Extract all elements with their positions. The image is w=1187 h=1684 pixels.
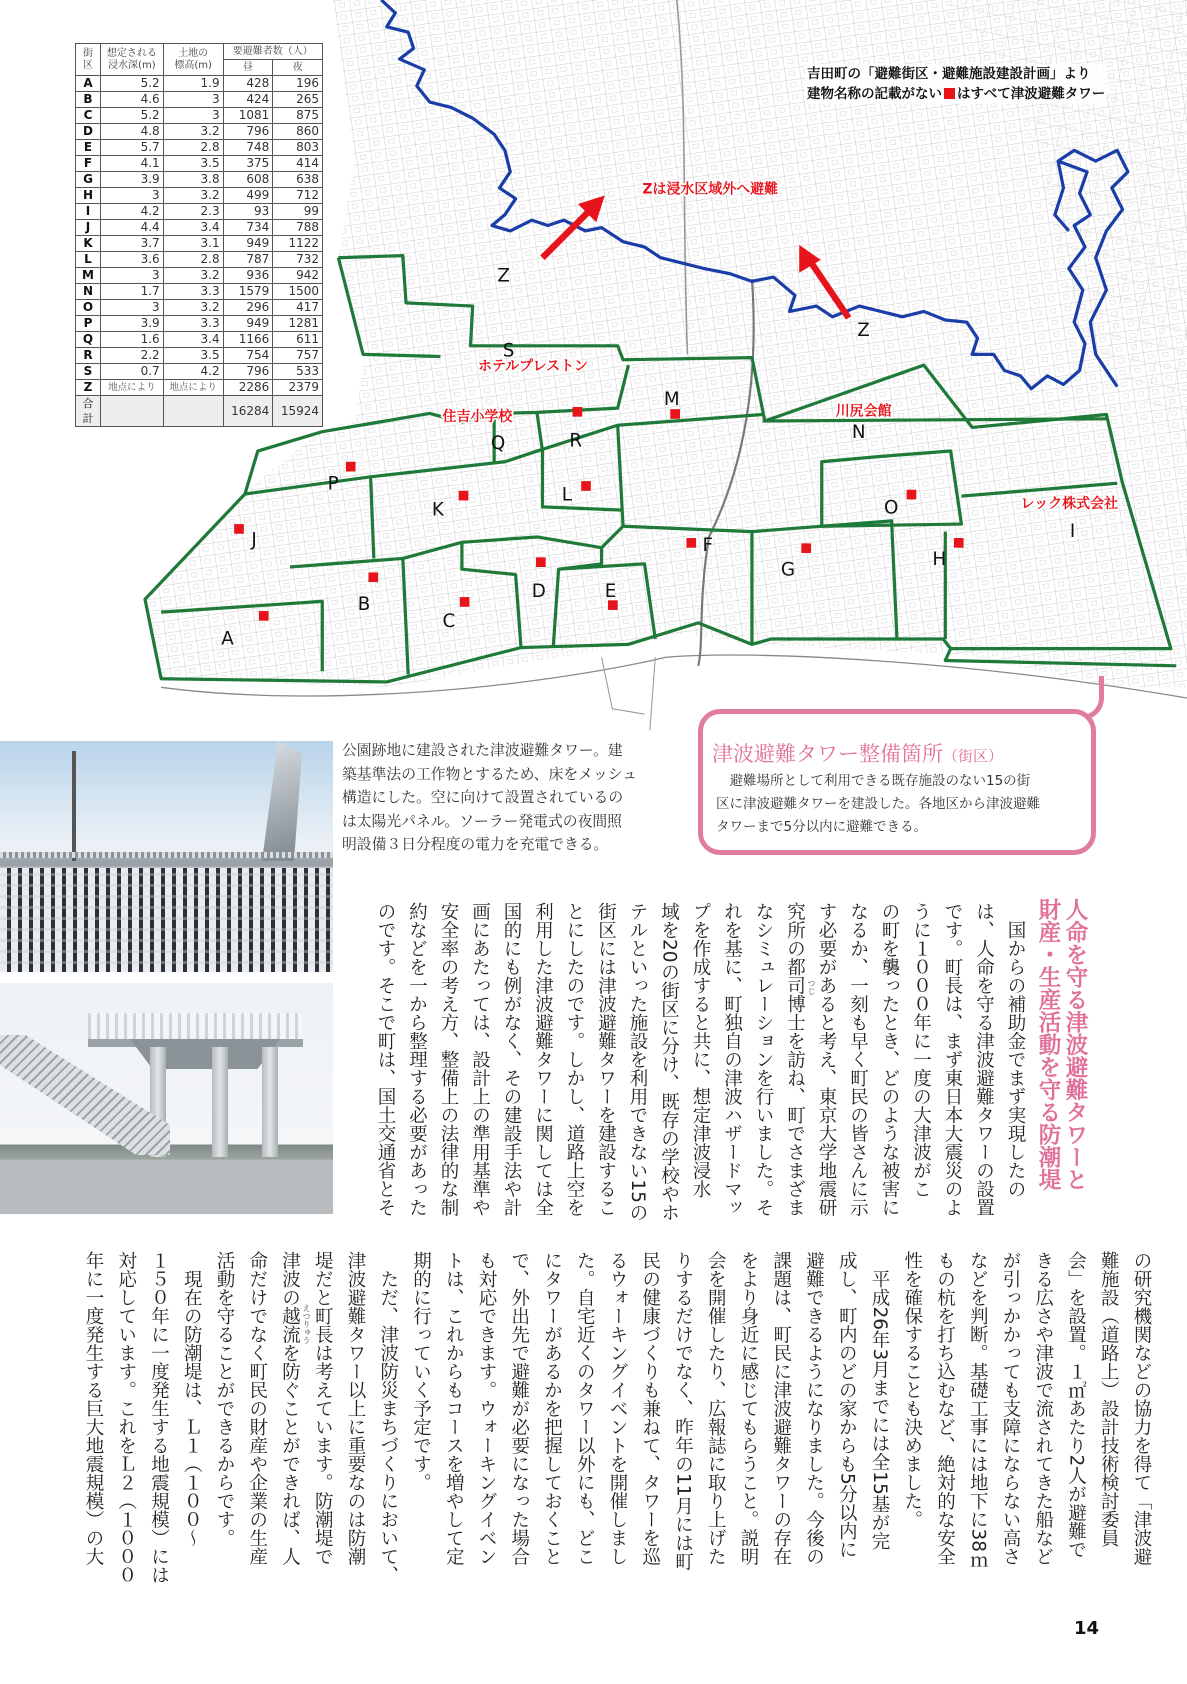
text-column: た。自宅近くのタワー以外にも、どこ — [574, 1251, 596, 1566]
elevation-cell: 2.8 — [163, 252, 223, 268]
map-legend-note — [805, 64, 1107, 104]
elevation-cell: 地点により — [163, 380, 223, 396]
elevation-cell: 4.2 — [163, 364, 223, 380]
infobox-line: タワーまで5分以内に避難できる。 — [716, 819, 928, 835]
text-column: の町を襲ったとき、どのような被害に — [879, 902, 900, 1217]
elevation-cell: 3.5 — [163, 156, 223, 172]
text-column: 国からの補助金でまず実現したの — [1005, 902, 1026, 1198]
table-row — [76, 140, 323, 156]
depth-cell: 3 — [101, 300, 164, 316]
col-elevation: 土地の 標高(m) — [163, 44, 223, 76]
district-label: R — [569, 430, 583, 452]
table-row — [76, 348, 323, 364]
text-column: は、人命を守る津波避難タワーの設置 — [973, 902, 995, 1217]
table-row — [76, 268, 323, 284]
day-cell: 734 — [223, 220, 273, 236]
district-label: O — [884, 497, 899, 519]
empty-cell — [163, 396, 223, 427]
depth-cell: 5.2 — [101, 76, 164, 92]
district-cell: D — [76, 124, 101, 140]
table-row — [76, 236, 323, 252]
elevation-cell: 3.5 — [163, 348, 223, 364]
day-cell: 748 — [223, 140, 273, 156]
text-column: 成し、町内のどの家からも5分以内に — [836, 1251, 858, 1559]
elevation-cell: 3.8 — [163, 172, 223, 188]
day-cell: 949 — [223, 236, 273, 252]
elevation-cell: 2.8 — [163, 140, 223, 156]
day-cell: 1579 — [223, 284, 273, 300]
district-cell: N — [76, 284, 101, 300]
text-column: 民の健康づくりも兼ねて、タワーを巡 — [639, 1251, 661, 1566]
facility-label: レック株式会社 — [1020, 495, 1119, 512]
table-row — [76, 76, 323, 92]
heading-line: 財産・生産活動を守る防潮堤 — [1035, 898, 1061, 1191]
text-column: トは、これからもコースを増やして定 — [443, 1251, 465, 1566]
legend-marker-line — [807, 84, 1105, 104]
text-column: りするだけでなく、昨年の11月には町 — [672, 1251, 694, 1571]
table-row — [76, 332, 323, 348]
text-column: にタワーがあるかを把握しておくこと — [541, 1251, 563, 1566]
day-cell: 754 — [223, 348, 273, 364]
text-column: 現在の防潮堤は、Ｌ１（１００〜 — [181, 1251, 203, 1547]
night-cell: 265 — [273, 92, 323, 108]
night-cell: 2379 — [273, 380, 323, 396]
text-column: です。町長は、まず東日本大震災のよ — [942, 902, 963, 1217]
text-column: 約などを一から整理する必要があった — [406, 902, 428, 1217]
night-cell: 757 — [273, 348, 323, 364]
night-cell: 712 — [273, 188, 323, 204]
day-cell: 787 — [223, 252, 273, 268]
night-cell: 414 — [273, 156, 323, 172]
elevation-cell: 2.3 — [163, 204, 223, 220]
day-cell: 428 — [223, 76, 273, 92]
night-cell: 196 — [273, 76, 323, 92]
table-row — [76, 156, 323, 172]
depth-cell: 4.2 — [101, 204, 164, 220]
district-cell: B — [76, 92, 101, 108]
day-cell: 499 — [223, 188, 273, 204]
district-cell: R — [76, 348, 101, 364]
text-column: 画にあたっては、設計上の準用基準や — [469, 902, 491, 1217]
day-cell: 936 — [223, 268, 273, 284]
night-cell: 860 — [273, 124, 323, 140]
text-column: なるか、一刻も早く町民の皆さんに示 — [847, 902, 869, 1217]
night-cell: 99 — [273, 204, 323, 220]
evacuee-table — [75, 43, 323, 427]
district-cell: O — [76, 300, 101, 316]
text-column: うに１０００年に一度の大津波がこ — [910, 902, 932, 1198]
total-cell: 16284 — [223, 396, 273, 427]
table-row — [76, 300, 323, 316]
furigana: つじ — [807, 979, 816, 995]
district-label: P — [327, 473, 339, 495]
solar-panel — [262, 741, 302, 861]
depth-cell: 4.4 — [101, 220, 164, 236]
heading-line: 人命を守る津波避難タワーと — [1062, 898, 1088, 1191]
text-column: 安全率の考え方、整備上の法律的な制 — [438, 902, 459, 1217]
text-column: が引っかかっても支障にならない高さ — [1000, 1251, 1021, 1566]
text-column: 会」を設置。１㎡あたり2人が避難で — [1065, 1251, 1087, 1559]
page-number: 14 — [1074, 1618, 1100, 1639]
text-column: をより身近に感じてもらうこと。説明 — [738, 1251, 759, 1566]
night-cell: 533 — [273, 364, 323, 380]
caption-line: 明設備３日分程度の電力を充電できる。 — [342, 836, 609, 853]
caption-line: 構造にした。空に向けて設置されているの — [342, 789, 624, 806]
text-column: 難施設（道路上）設計技術検討委員 — [1098, 1251, 1120, 1547]
text-column: 性を確保することも決めました。 — [901, 1251, 923, 1529]
text-column: きる広さや津波で流されてきた船など — [1032, 1251, 1054, 1566]
district-cell: C — [76, 108, 101, 124]
text-column: 課題は、町民に津波避難タワーの存在 — [770, 1251, 792, 1566]
text-column: 国的にも例がなく、その建設手法や計 — [501, 902, 522, 1217]
table-row — [76, 172, 323, 188]
table-row — [76, 108, 323, 124]
text-column: 津波避難タワー以上に重要なのは防潮 — [345, 1251, 366, 1566]
elevation-cell: 3.2 — [163, 124, 223, 140]
text-column: 期的に行っていく予定です。 — [410, 1251, 432, 1492]
district-cell: A — [76, 76, 101, 92]
district-cell: Q — [76, 332, 101, 348]
day-cell: 424 — [223, 92, 273, 108]
district-label: F — [702, 534, 714, 556]
day-cell: 296 — [223, 300, 273, 316]
night-cell: 875 — [273, 108, 323, 124]
table-row — [76, 204, 323, 220]
text-column: などを判断。基礎工事には地下に38ｍ — [967, 1251, 989, 1571]
depth-cell: 4.6 — [101, 92, 164, 108]
text-column: で、外出先で避難が必要になった場合 — [508, 1251, 530, 1566]
total-cell: 15924 — [273, 396, 323, 427]
district-label: G — [780, 559, 796, 581]
text-column: 域を20の街区に分け、既存の学校やホ — [658, 902, 680, 1222]
day-cell: 375 — [223, 156, 273, 172]
mesh-floor — [0, 868, 333, 972]
text-column: 利用した津波避難タワーに関しては全 — [532, 902, 554, 1217]
night-cell: 1122 — [273, 236, 323, 252]
evacuation-note-label: Zは浸水区域外へ避難 — [642, 181, 779, 198]
text-column: 会を開催したり、広報誌に取り上げた — [705, 1251, 727, 1566]
facility-label: ホテルプレストン — [478, 358, 588, 375]
infobox-line: 区に津波避難タワーを建設した。各地区から津波避難 — [716, 796, 1040, 812]
text-column: 究所の都司博士を訪ね、町でさまざま — [784, 902, 806, 1217]
depth-cell: 地点により — [101, 380, 164, 396]
table-row — [76, 220, 323, 236]
depth-cell: 0.7 — [101, 364, 164, 380]
infobox-body — [716, 770, 1086, 839]
text-column: テルといった施設を利用できない15の — [627, 902, 648, 1222]
district-label: A — [221, 628, 234, 650]
district-cell: L — [76, 252, 101, 268]
day-cell: 1166 — [223, 332, 273, 348]
depth-cell: 2.2 — [101, 348, 164, 364]
depth-cell: 3 — [101, 268, 164, 284]
text-column: もの杭を打ち込むなど、絶対的な安全 — [934, 1251, 956, 1566]
night-cell: 803 — [273, 140, 323, 156]
day-cell: 796 — [223, 364, 273, 380]
elevation-cell: 3.2 — [163, 188, 223, 204]
table-row — [76, 92, 323, 108]
legend-text: 建物名称の記載がない — [807, 86, 942, 102]
district-label: L — [561, 484, 572, 506]
district-cell: P — [76, 316, 101, 332]
table-row — [76, 364, 323, 380]
day-cell: 796 — [223, 124, 273, 140]
district-label: E — [604, 581, 617, 603]
depth-cell: 5.7 — [101, 140, 164, 156]
text-column: 平成26年3月までには全15基が完 — [869, 1251, 890, 1551]
text-column: 避難できるようになりました。今後の — [803, 1251, 825, 1566]
text-column: れを基に、町独自の津波ハザードマッ — [721, 902, 743, 1217]
col-evacuees: 要避難者数（人） — [223, 44, 322, 60]
district-cell: G — [76, 172, 101, 188]
caption-line: は太陽光パネル。ソーラー発電式の夜間照 — [342, 812, 622, 830]
depth-cell: 4.1 — [101, 156, 164, 172]
elevation-cell: 3.4 — [163, 220, 223, 236]
day-cell: 949 — [223, 316, 273, 332]
tower-exterior-photo — [0, 983, 333, 1214]
infobox-title: 津波避難タワー整備箇所（街区） — [712, 742, 1004, 766]
text-column: プを作成すると共に、想定津波浸水 — [690, 902, 711, 1198]
article-heading — [1034, 898, 1088, 1191]
depth-cell: 1.7 — [101, 284, 164, 300]
col-district: 街区 — [76, 44, 101, 76]
night-cell: 611 — [273, 332, 323, 348]
district-label: Q — [490, 432, 506, 454]
night-cell: 732 — [273, 252, 323, 268]
district-label: D — [531, 581, 546, 603]
text-column: も対応できます。ウォーキングイベン — [476, 1251, 497, 1566]
text-column: 活動を守ることができるからです。 — [214, 1251, 235, 1547]
article-body-upper — [370, 902, 1032, 1222]
district-cell: K — [76, 236, 101, 252]
district-cell: F — [76, 156, 101, 172]
text-column: の研究機関などの協力を得て「津波避 — [1131, 1251, 1152, 1566]
text-column: １５０年に一度発生する地震規模）には — [148, 1251, 170, 1584]
depth-cell: 3.6 — [101, 252, 164, 268]
district-label: Z — [497, 265, 510, 287]
district-label: K — [431, 499, 444, 521]
depth-cell: 4.8 — [101, 124, 164, 140]
table-row — [76, 284, 323, 300]
text-column: とにしたのです。しかし、道路上空を — [564, 902, 585, 1217]
table-row — [76, 188, 323, 204]
district-cell: Z — [76, 380, 101, 396]
total-row — [76, 396, 323, 427]
text-column: なシミュレーションを行いました。そ — [753, 902, 774, 1217]
table-row — [76, 124, 323, 140]
text-column: 命だけでなく町民の財産や企業の生産 — [246, 1251, 268, 1566]
table-row — [76, 380, 323, 396]
district-label: J — [251, 529, 257, 551]
district-cell: M — [76, 268, 101, 284]
district-cell: H — [76, 188, 101, 204]
elevation-cell: 1.9 — [163, 76, 223, 92]
furigana: えつりゅう — [302, 1304, 311, 1344]
caption-line: 築基準法の工作物とするため、床をメッシュ — [342, 765, 638, 783]
total-cell: 合計 — [76, 396, 101, 427]
facility-label: 住吉小学校 — [442, 408, 513, 425]
text-column: のです。そこで町は、国土交通省とそ — [375, 902, 396, 1217]
article-body-lower — [76, 1251, 1157, 1584]
facility-label: 川尻会館 — [835, 403, 892, 420]
day-cell: 608 — [223, 172, 273, 188]
tower-marker-icon — [944, 88, 955, 99]
depth-cell: 1.6 — [101, 332, 164, 348]
depth-cell: 3.7 — [101, 236, 164, 252]
empty-cell — [101, 396, 164, 427]
legend-text: はすべて津波避難タワー — [957, 86, 1106, 102]
elevation-cell: 3.3 — [163, 284, 223, 300]
text-column: 対応しています。これをＬ２（１０００ — [115, 1251, 137, 1584]
district-label: N — [851, 422, 866, 444]
day-cell: 93 — [223, 204, 273, 220]
text-column: 年に一度発生する巨大地震規模）の大 — [83, 1251, 104, 1566]
elevation-cell: 3.1 — [163, 236, 223, 252]
district-cell: J — [76, 220, 101, 236]
district-cell: S — [76, 364, 101, 380]
text-column: ただ、津波防災まちづくりにおいて、 — [377, 1251, 399, 1584]
night-cell: 417 — [273, 300, 323, 316]
elevation-cell: 3.3 — [163, 316, 223, 332]
elevation-cell: 3.4 — [163, 332, 223, 348]
table-row — [76, 252, 323, 268]
district-label: C — [442, 611, 456, 633]
day-cell: 2286 — [223, 380, 273, 396]
night-cell: 788 — [273, 220, 323, 236]
col-night: 夜 — [273, 60, 323, 76]
night-cell: 1500 — [273, 284, 323, 300]
elevation-cell: 3.2 — [163, 268, 223, 284]
depth-cell: 3.9 — [101, 172, 164, 188]
text-column: 街区には津波避難タワーを建設するこ — [595, 902, 617, 1217]
text-column: 堤だと町長は考えています。防潮堤で — [312, 1251, 334, 1566]
night-cell: 1281 — [273, 316, 323, 332]
col-day: 昼 — [223, 60, 273, 76]
text-column: 津波の越流を防ぐことができれば、人 — [279, 1251, 301, 1566]
elevation-cell: 3 — [163, 92, 223, 108]
night-cell: 638 — [273, 172, 323, 188]
district-label: S — [502, 340, 515, 362]
legend-source-line: 吉田町の「避難街区・避難施設建設計画」より — [807, 66, 1091, 82]
caption-line: 公園跡地に建設された津波避難タワー。建 — [342, 742, 623, 759]
day-cell: 1081 — [223, 108, 273, 124]
district-label: B — [357, 593, 371, 615]
photo-caption — [342, 739, 687, 857]
elevation-cell: 3 — [163, 108, 223, 124]
district-label: I — [1069, 520, 1076, 542]
district-label: H — [932, 548, 947, 570]
tower-deck-photo — [0, 741, 333, 972]
table-row — [76, 316, 323, 332]
district-label: Z — [857, 320, 870, 342]
depth-cell: 3 — [101, 188, 164, 204]
text-column: す必要があると考え、東京大学地震研 — [816, 902, 837, 1217]
district-cell: E — [76, 140, 101, 156]
depth-cell: 5.2 — [101, 108, 164, 124]
depth-cell: 3.9 — [101, 316, 164, 332]
district-label: M — [663, 388, 680, 410]
district-cell: I — [76, 204, 101, 220]
col-depth: 想定される 浸水深(m) — [101, 44, 164, 76]
infobox-line: 避難場所として利用できる既存施設のない15の街 — [716, 773, 1031, 789]
text-column: るウォーキングイベントを開催しまし — [607, 1251, 628, 1566]
elevation-cell: 3.2 — [163, 300, 223, 316]
night-cell: 942 — [273, 268, 323, 284]
